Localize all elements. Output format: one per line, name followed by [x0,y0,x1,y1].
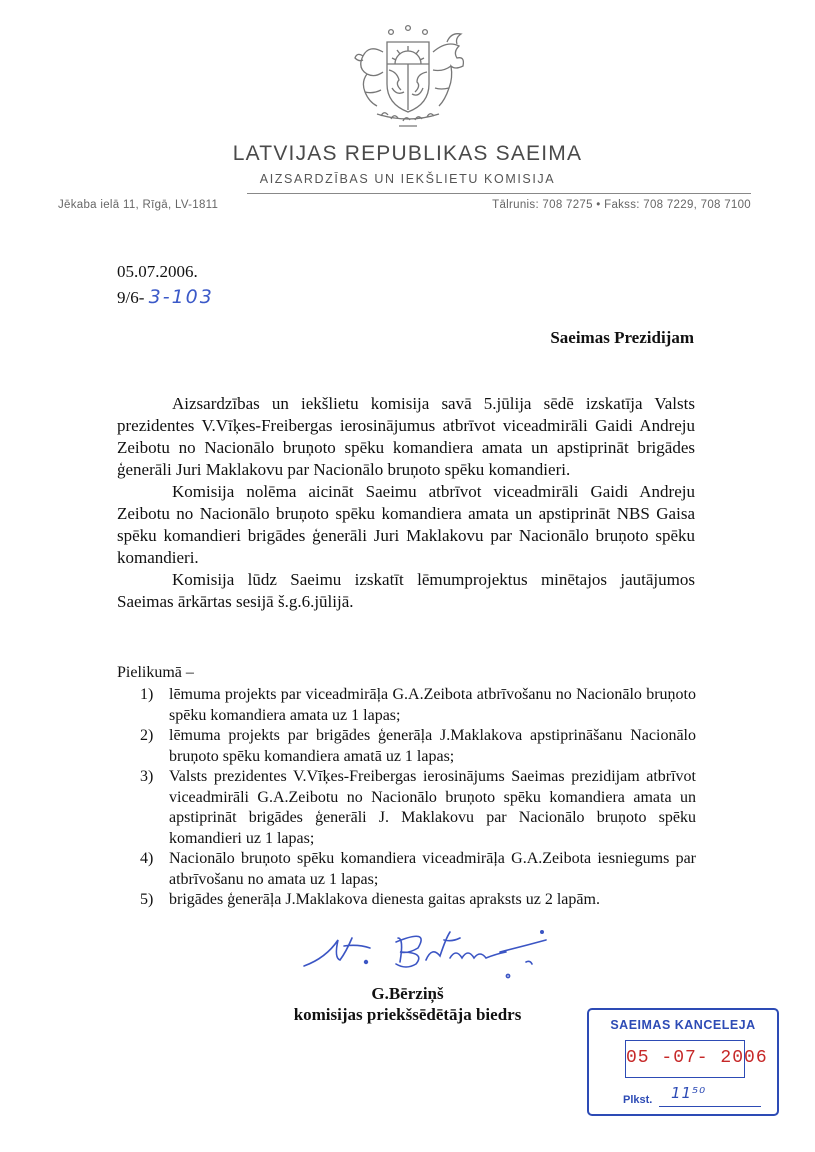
attachment-text: lēmuma projekts par brigādes ģenerāļa J.Maklakova apstiprināšanu Nacionālo bruņoto spēku komandiera amatā uz 1 lapas; [169,727,696,765]
body-paragraph: Komisija nolēma aicināt Saeimu atbrīvot viceadmirāli Gaidi Andreju Zeibotu no Nacionālo bruņoto spēku komandiera amata un apstiprināt NBS Gaisa spēku komandieri brigādes ģenerāli Juri Maklakovu par Nacionālo bruņoto spēku komandieri. [117,482,695,567]
handwritten-signature [300,918,560,988]
attachment-number: 3) [140,768,154,785]
attachment-number: 2) [140,727,154,744]
attachment-text: Valsts prezidentes V.Vīķes-Freibergas ierosinājums Saeimas prezidijam atbrīvot viceadmirāli G.A.Zeibotu no Nacionālo bruņoto spēku komandiera amata un apstiprināt brigādes ģenerāli J. Maklakovu par Nacionālo bruņoto spēku komandieri uz 1 lapas; [169,768,696,847]
attachment-item [140,890,696,911]
header-divider [247,193,751,194]
stamp-time-label: Plkst. [623,1094,653,1106]
latvia-coat-of-arms-icon [347,22,469,132]
contacts: Tālrunis: 708 7275 • Fakss: 708 7229, 708 7100 [492,199,751,211]
body-paragraph: Aizsardzības un iekšlietu komisija savā 5.jūlija sēdē izskatīja Valsts prezidentes V.Vīķes-Freibergas ierosinājumus atbrīvot viceadmirāli Gaidi Andreju Zeibotu no Nacionālo bruņoto spēku komandiera amata un apstiprināt brigādes ģenerāli Juri Maklakovu par Nacionālo bruņoto spēku komandieri. [117,394,695,479]
body-paragraph: Komisija lūdz Saeimu izskatīt lēmumprojektus minētajos jautājumos Saeimas ārkārtas sesijā š.g.6.jūlijā. [117,570,695,611]
attachment-item [140,726,696,767]
address: Jēkaba ielā 11, Rīgā, LV-1811 [58,199,219,211]
attachment-item [140,849,696,890]
registry-stamp [587,1008,779,1116]
attachments-heading: Pielikumā – [117,664,194,681]
attachment-text: lēmuma projekts par viceadmirāļa G.A.Zeibota atbrīvošanu no Nacionālo bruņoto spēku komandiera amata uz 1 lapas; [169,686,696,724]
attachment-text: Nacionālo bruņoto spēku komandiera viceadmirāļa G.A.Zeibota iesniegums par atbrīvošanu no amata uz 1 lapas; [169,850,696,888]
attachments-list [140,685,696,911]
org-subtitle: AIZSARDZĪBAS UN IEKŠLIETU KOMISIJA [259,172,556,186]
addressee: Saeimas Prezidijam [550,328,694,347]
attachment-text: brigādes ģenerāļa J.Maklakova dienesta gaitas apraksts uz 2 lapām. [169,891,600,908]
reference-number [117,286,214,308]
stamp-date-box [625,1040,768,1078]
stamp-title: SAEIMAS KANCELEJA [610,1018,756,1032]
reference-prefix: 9/6- [117,288,145,307]
signer-name: G.Bērziņš [371,984,444,1003]
signer-role: komisijas priekšsēdētāja biedrs [293,1005,522,1024]
attachment-item [140,685,696,726]
stamp-time-line [659,1106,761,1107]
attachment-number: 4) [140,850,154,867]
attachment-number: 5) [140,891,154,908]
stamp-time-value: 11⁵⁰ [671,1084,707,1102]
stamp-date: 05 -07- 2006 [626,1048,768,1068]
letter-date: 05.07.2006. [117,262,198,281]
attachment-item [140,767,696,849]
reference-handwritten: 3-103 [148,286,214,308]
org-title: LATVIJAS REPUBLIKAS SAEIMA [232,142,583,165]
letter-body [117,393,695,613]
attachment-number: 1) [140,686,154,703]
